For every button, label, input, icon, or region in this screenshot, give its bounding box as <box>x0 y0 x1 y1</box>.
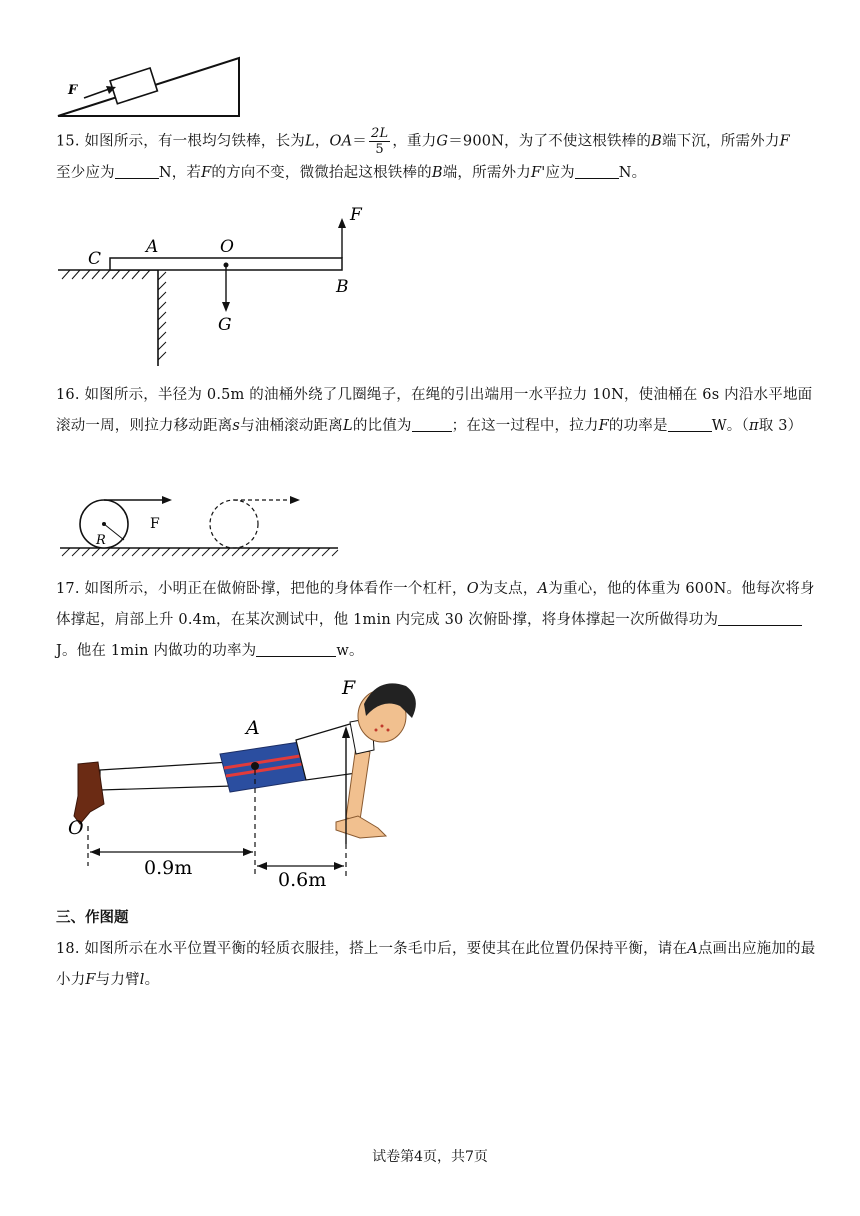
q18-text: 与力臂 <box>95 972 140 988</box>
q18-number: 18. <box>56 941 80 957</box>
wall-hatch <box>158 272 166 360</box>
force-arrowhead <box>338 218 346 228</box>
question-17 <box>56 574 816 667</box>
q17-text: 如图所示，小明正在做俯卧撑，把他的身体看作一个杠杆， <box>84 581 467 597</box>
ground-hatch <box>62 270 150 279</box>
q16-var: s <box>232 418 241 434</box>
q15-text: 如图所示，有一根均匀铁棒，长为 <box>84 133 305 150</box>
dimension-arrowhead <box>257 862 267 870</box>
q15-var: F <box>201 164 212 181</box>
page-footer: 试卷第4页，共7页 <box>372 1149 488 1165</box>
q18-text: 点画出应施加的最小力 <box>56 941 816 988</box>
oil-drum-figure <box>58 490 342 562</box>
q15-text: 应为 <box>545 164 575 181</box>
dimension-arrowhead <box>90 848 100 856</box>
q17-var: A <box>537 581 549 597</box>
q18-text: 如图所示在水平位置平衡的轻质衣服挂，搭上一条毛巾后，要使其在此位置仍保持平衡，请在 <box>84 941 688 957</box>
q15-var: B <box>431 164 443 181</box>
gravity-point <box>251 762 259 770</box>
q16-text: 的比值为 <box>352 418 412 434</box>
q17-var: O <box>466 581 479 597</box>
q16-var: π <box>748 418 759 434</box>
q16-text: W。（ <box>711 418 749 434</box>
q15-text: 至少应为 <box>56 164 115 181</box>
q17-text: 为支点， <box>478 581 538 597</box>
label-O: O <box>220 237 234 257</box>
answer-blank[interactable] <box>668 416 712 432</box>
q18-var: F <box>85 972 96 988</box>
q15-text: 端下沉，所需外力 <box>661 133 780 150</box>
pushup-figure <box>60 676 440 892</box>
q16-text: ；在这一过程中，拉力 <box>451 418 599 434</box>
answer-blank[interactable] <box>575 162 619 178</box>
label-R: R <box>96 533 106 548</box>
q15-var: G <box>436 133 449 150</box>
incline-block <box>110 68 157 104</box>
drum-next-position <box>210 500 258 548</box>
fraction <box>369 126 390 157</box>
q15-var: L <box>304 133 315 150</box>
q15-var: F <box>779 133 790 150</box>
label-distance-1: 0.9m <box>144 857 193 879</box>
label-F: F <box>150 516 160 532</box>
q17-text: J。他在 1min 内做功的功率为 <box>56 643 257 659</box>
q16-text: 的功率是 <box>608 418 668 434</box>
q16-text: 如图所示，半径为 0.5m 的油桶外绕了几圈绳子，在绳的引出端用一水平拉力 10N，使油桶在 6s 内沿水平地面滚动一周，则拉力移动距离 <box>56 387 813 434</box>
question-16 <box>56 380 816 442</box>
q18-var: A <box>687 941 698 957</box>
label-B: B <box>336 277 349 297</box>
q17-number: 17. <box>56 581 80 597</box>
freckle <box>375 729 378 732</box>
q16-number: 16. <box>56 387 80 403</box>
q17-text: 为重心，他的体重为 600N。他每次将身体撑起，肩部上升 0.4m，在某次测试中，他 1min 内完成 30 次俯卧撑，将身体撑起一次所做得功为 <box>56 581 815 628</box>
rope-arrowhead <box>162 496 172 504</box>
section-title: 三、作图题 <box>56 909 129 926</box>
q18-var: l <box>139 972 145 988</box>
q18-text: 。 <box>144 972 160 988</box>
label-O: O <box>68 817 84 839</box>
question-18 <box>56 934 816 996</box>
freckle <box>387 729 390 732</box>
gravity-arrowhead <box>222 302 230 312</box>
q15-text: ＝900N，为了不使这根铁棒的 <box>448 133 652 150</box>
q16-var: F <box>598 418 609 434</box>
label-distance-2: 0.6m <box>278 869 327 891</box>
q15-var: B <box>651 133 662 150</box>
label-G: G <box>218 315 232 335</box>
q15-text: N，若 <box>158 164 202 181</box>
q15-text: N。 <box>618 164 647 181</box>
q15-var: OA <box>329 133 353 150</box>
dashed-arrowhead <box>290 496 300 504</box>
leg <box>100 762 232 790</box>
label-F: F <box>350 205 362 225</box>
q15-var: F' <box>530 164 546 181</box>
label-F: F <box>342 677 356 699</box>
q15-text: ＝ <box>352 133 367 150</box>
answer-blank[interactable] <box>412 416 452 432</box>
answer-blank[interactable] <box>115 162 159 178</box>
hand <box>336 816 386 838</box>
q17-text: w。 <box>336 643 364 659</box>
ground-hatch <box>62 548 338 556</box>
q15-text: 端，所需外力 <box>442 164 531 181</box>
freckle <box>381 725 384 728</box>
answer-blank[interactable] <box>718 610 802 626</box>
label-A: A <box>146 237 159 257</box>
question-15 <box>56 126 816 189</box>
dimension-arrowhead <box>243 848 253 856</box>
answer-blank[interactable] <box>256 641 336 657</box>
q16-var: L <box>342 418 353 434</box>
fraction-numerator: 2L <box>371 126 389 141</box>
force-label: F <box>68 83 78 98</box>
q15-number: 15. <box>56 133 80 150</box>
label-C: C <box>88 249 102 269</box>
fraction-denominator: 5 <box>375 142 384 157</box>
q15-text: ， <box>314 133 330 150</box>
q15-text: ，重力 <box>392 133 437 150</box>
incline-figure <box>56 52 246 122</box>
lever-figure <box>54 200 374 372</box>
label-A: A <box>246 717 260 739</box>
shoe <box>74 762 104 824</box>
dimension-arrowhead <box>334 862 344 870</box>
q16-text: 与油桶滚动距离 <box>240 418 343 434</box>
q15-text: 的方向不变，微微抬起这根铁棒的 <box>211 164 432 181</box>
q16-text: 取 3） <box>758 418 803 434</box>
